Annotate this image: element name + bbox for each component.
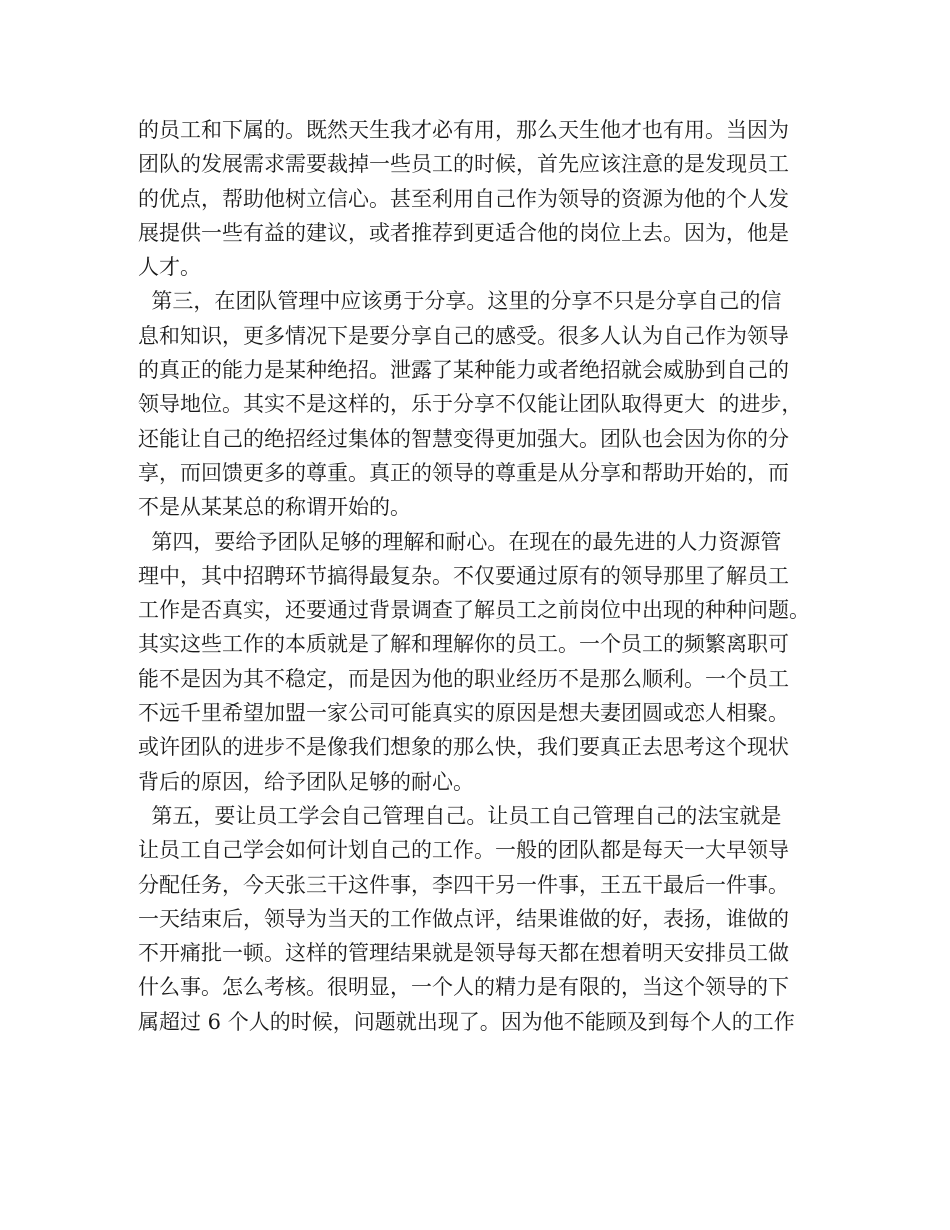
text-line: 团队的发展需求需要裁掉一些员工的时候，首先应该注意的是发现员工: [138, 152, 789, 177]
text-line: 第四，要给予团队足够的理解和耐心。在现在的最先进的人力资源管: [138, 529, 782, 554]
text-line: 的优点，帮助他树立信心。甚至利用自己作为领导的资源为他的个人发: [138, 186, 789, 211]
text-line: 一天结束后，领导为当天的工作做点评，结果谁做的好，表扬，谁做的: [138, 906, 789, 931]
text-line: 背后的原因，给予团队足够的耐心。: [138, 769, 474, 794]
text-line: 第三，在团队管理中应该勇于分享。这里的分享不只是分享自己的信: [138, 289, 782, 314]
text-line: 展提供一些有益的建议，或者推荐到更适合他的岗位上去。因为，他是: [138, 220, 789, 245]
text-line: 理中，其中招聘环节搞得最复杂。不仅要通过原有的领导那里了解员工: [138, 563, 789, 588]
text-line: 能不是因为其不稳定，而是因为他的职业经历不是那么顺利。一个员工: [138, 666, 789, 691]
text-line: 不开痛批一顿。这样的管理结果就是领导每天都在想着明天安排员工做: [138, 941, 789, 966]
body-text: [138, 113, 818, 1039]
text-line: 不远千里希望加盟一家公司可能真实的原因是想夫妻团圆或恋人相聚。: [138, 701, 789, 726]
text-line: 分配任务，今天张三干这件事，李四干另一件事，王五干最后一件事。: [138, 872, 789, 897]
text-line: 的真正的能力是某种绝招。泄露了某种能力或者绝招就会威胁到自己的: [138, 358, 789, 383]
text-line: 工作是否真实，还要通过背景调查了解员工之前岗位中出现的种种问题。: [138, 598, 810, 623]
text-line: 或许团队的进步不是像我们想象的那么快，我们要真正去思考这个现状: [138, 735, 789, 760]
text-line: 第五，要让员工学会自己管理自己。让员工自己管理自己的法宝就是: [138, 803, 782, 828]
text-line: 人才。: [138, 255, 201, 280]
text-line: 什么事。怎么考核。很明显，一个人的精力是有限的，当这个领导的下: [138, 975, 789, 1000]
text-line: 让员工自己学会如何计划自己的工作。一般的团队都是每天一大早领导: [138, 838, 789, 863]
text-line: 属超过 6 个人的时候，问题就出现了。因为他不能顾及到每个人的工作: [138, 1009, 795, 1034]
text-line: 不是从某某总的称谓开始的。: [138, 495, 411, 520]
text-line: 享，而回馈更多的尊重。真正的领导的尊重是从分享和帮助开始的，而: [138, 460, 789, 485]
text-line: 还能让自己的绝招经过集体的智慧变得更加强大。团队也会因为你的分: [138, 426, 789, 451]
text-line: 领导地位。其实不是这样的，乐于分享不仅能让团队取得更大 的进步，: [138, 392, 803, 417]
text-line: 其实这些工作的本质就是了解和理解你的员工。一个员工的频繁离职可: [138, 632, 789, 657]
text-line: 息和知识，更多情况下是要分享自己的感受。很多人认为自己作为领导: [138, 323, 789, 348]
text-line: 的员工和下属的。既然天生我才必有用，那么天生他才也有用。当因为: [138, 118, 789, 142]
